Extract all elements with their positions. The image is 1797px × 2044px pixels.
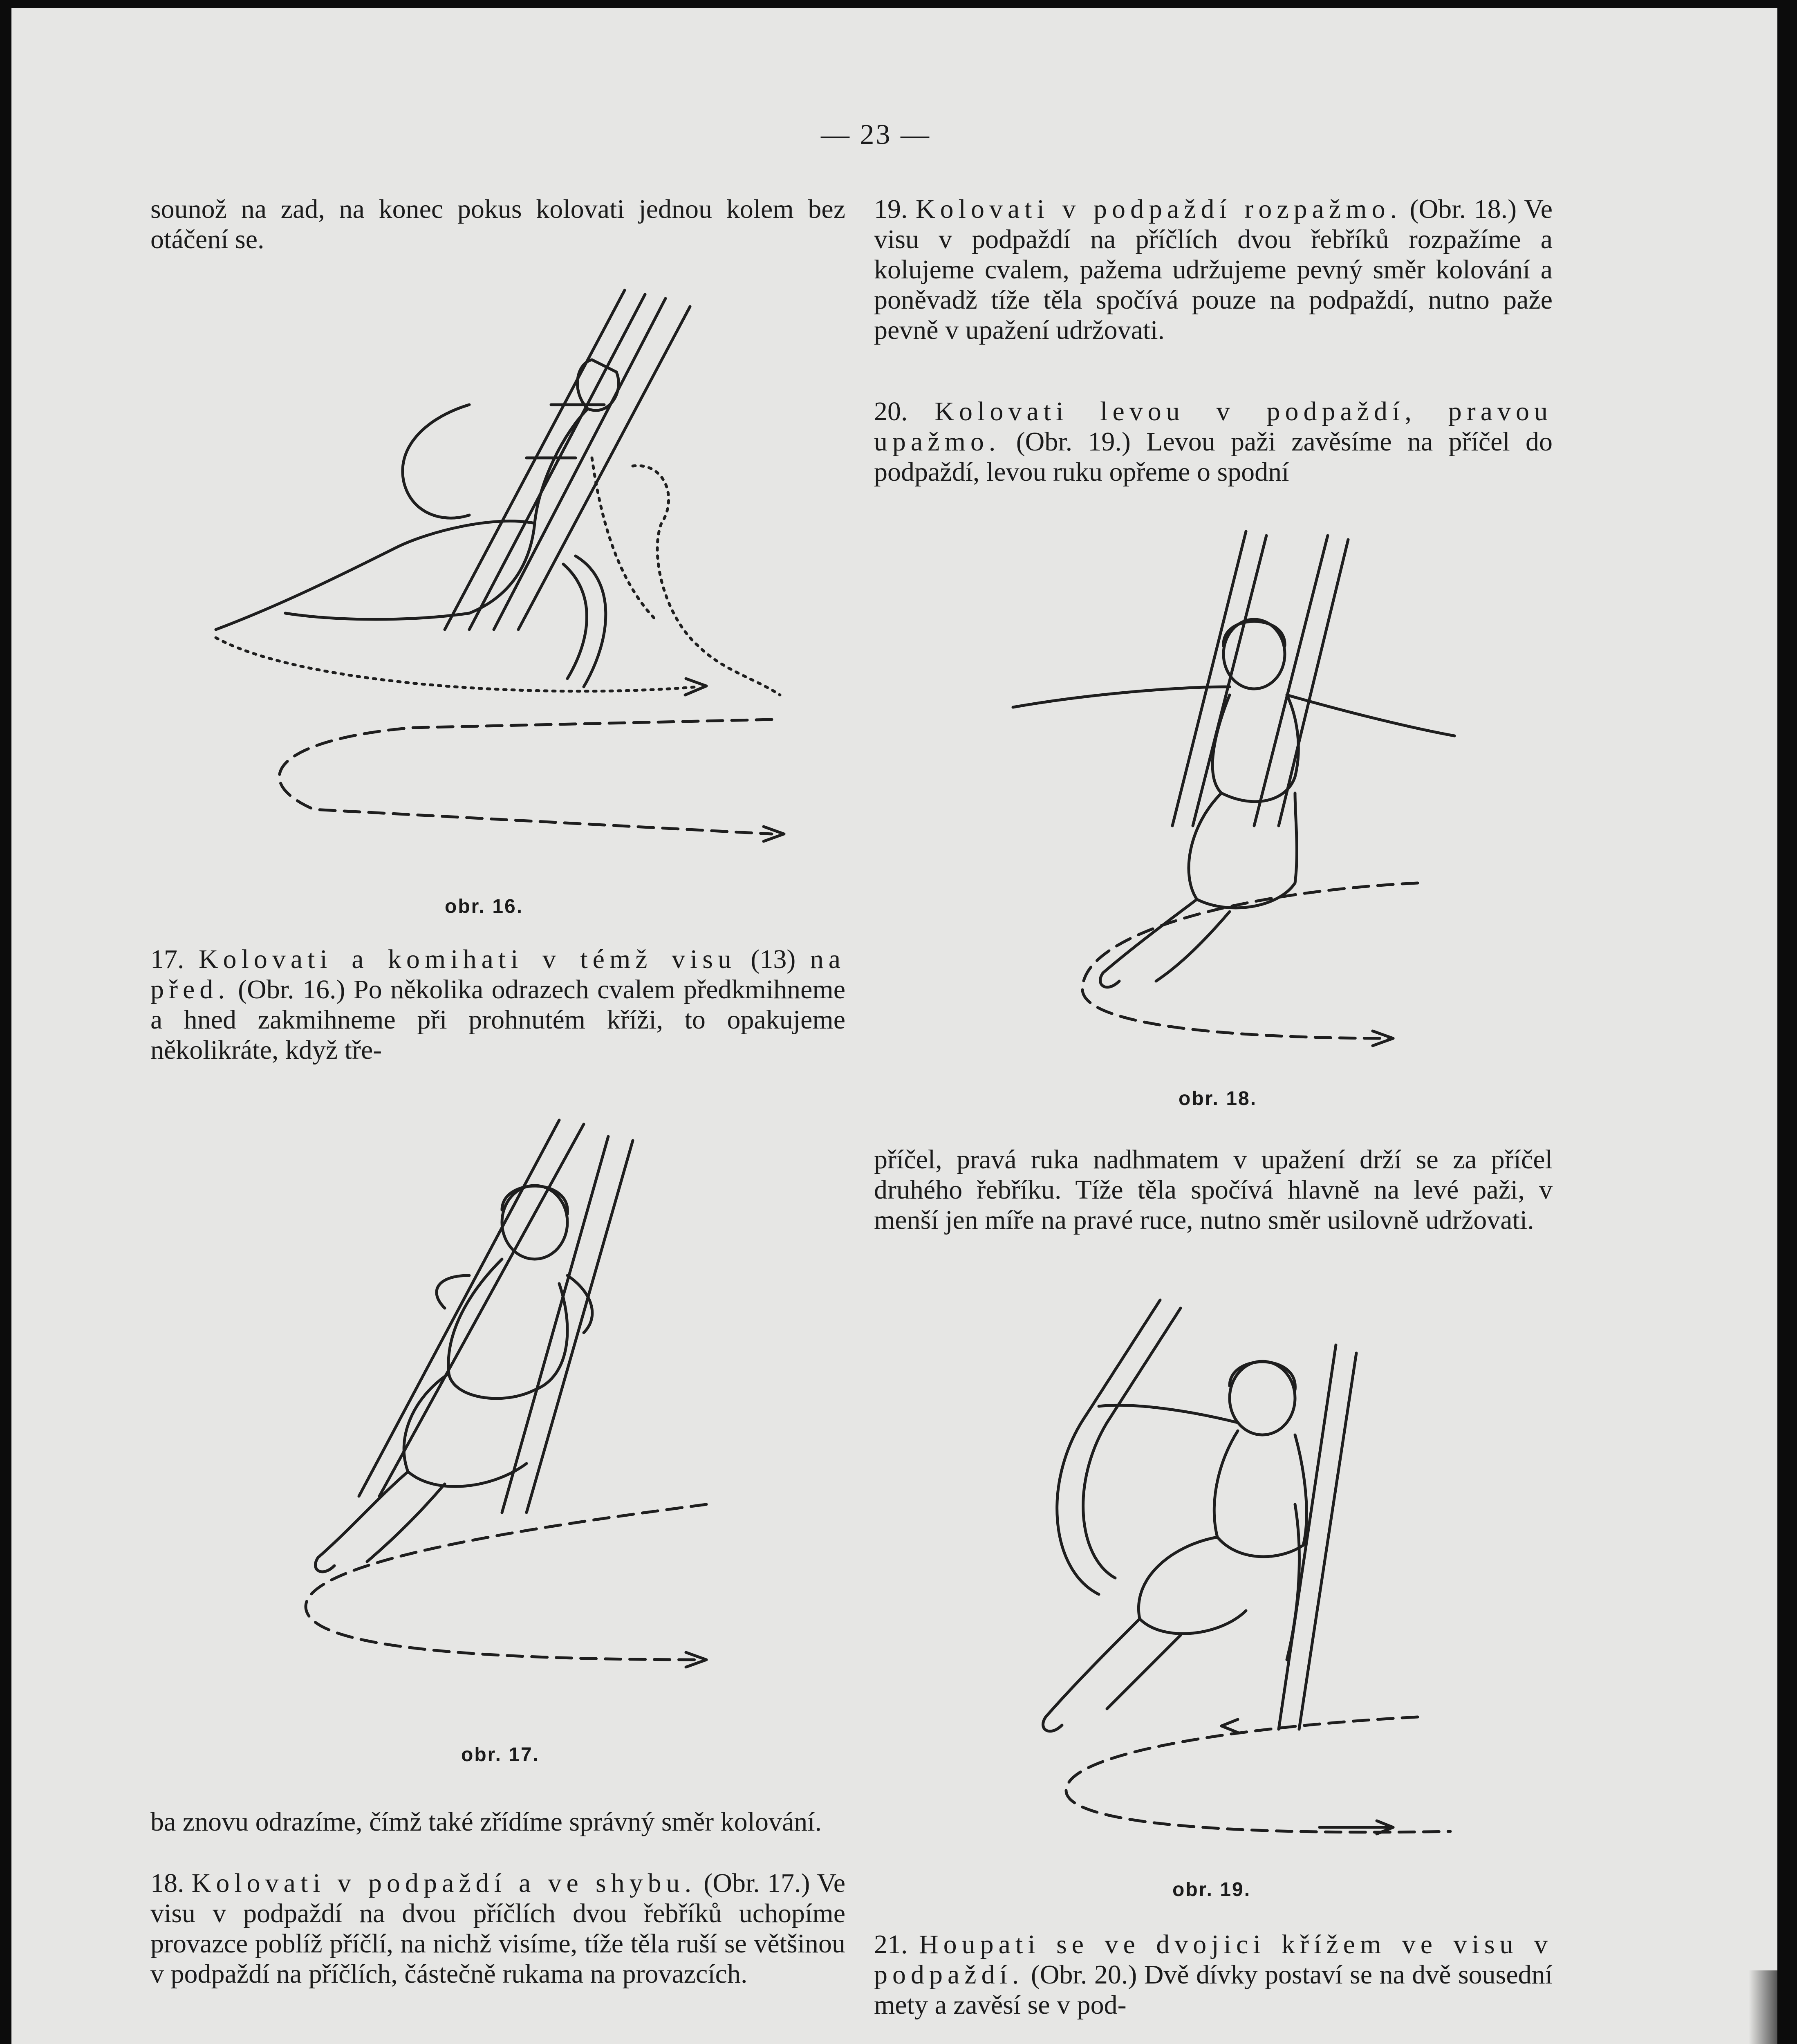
scan-edge-shadow	[1749, 1970, 1777, 2044]
figure-18-illustration	[1001, 523, 1532, 1087]
section-20	[874, 397, 1553, 487]
section-21-body: (Obr. 20.) Dvě dívky postaví se na dvě sousední mety a zavěsí se v pod-	[874, 1960, 1553, 2020]
section-21-title: Houpati se ve dvojici křížem ve visu v podpaždí.	[874, 1930, 1553, 1990]
book-page	[11, 8, 1777, 2044]
figure-16-caption: obr. 16.	[445, 896, 524, 917]
figure-19-caption: obr. 19.	[1172, 1879, 1251, 1901]
section-17-ref: (13)	[751, 944, 796, 974]
figure-19-illustration	[1017, 1292, 1516, 1872]
right-paragraph-continued: příčel, pravá ruka nadhmatem v upažení drží se za příčel druhého řebříku. Tíže těla spočívá hlavně na levé paži, v menší jen míře na pravé ruce, nutno směr usilovně udržovati.	[874, 1145, 1553, 1235]
left-paragraph-continued: ba znovu odrazíme, čímž také zřídíme správný směr kolování.	[150, 1807, 822, 1837]
section-18	[150, 1868, 845, 1989]
section-18-number: 18.	[150, 1868, 184, 1898]
section-19-title: Kolovati v podpaždí rozpažmo.	[916, 194, 1402, 224]
left-paragraph-1: sounož na zad, na konec pokus kolovati jednou kolem bez otáčení se.	[150, 194, 845, 254]
section-19-body: (Obr. 18.) Ve visu v podpaždí na příčlích dvou řebříků rozpažíme a kolujeme cvalem, pažema udržujeme pevný směr kolování a poněvadž tíže těla spočívá pouze na podpaždí, nutno paže pevně v upažení udržovati.	[874, 194, 1553, 345]
section-20-body: (Obr. 19.) Levou paži zavěsíme na příčel do podpaždí, levou ruku opřeme o spodní	[874, 427, 1553, 487]
figure-17-caption: obr. 17.	[461, 1744, 540, 1766]
section-19-number: 19.	[874, 194, 908, 224]
section-18-title: Kolovati v podpaždí a ve shybu.	[191, 1868, 697, 1898]
section-17-number: 17.	[150, 944, 184, 974]
section-21	[874, 1930, 1553, 2020]
section-17-title: Kolovati a komihati v témž visu	[198, 944, 736, 974]
section-19	[874, 194, 1553, 345]
figure-17-illustration	[273, 1104, 747, 1717]
section-20-number: 20.	[874, 397, 908, 426]
section-17-body: (Obr. 16.) Po několika odrazech cvalem předkmihneme a hned zakmihneme při prohnutém kříži, to opakujeme několikráte, když tře-	[150, 975, 845, 1065]
section-17	[150, 944, 845, 1065]
section-17-title-2: na před.	[150, 944, 846, 1004]
figure-16-illustration	[183, 270, 821, 875]
section-20-title: Kolovati levou v podpaždí, pravou upažmo.	[874, 397, 1553, 457]
section-18-body: (Obr. 17.) Ve visu v podpaždí na dvou příčlích dvou řebříků uchopíme provazce poblíž příčlí, na nichž visíme, tíže těla ruší se většinou v podpaždí na příčlích, částečně rukama na provazcích.	[150, 1868, 846, 1989]
figure-18-caption: obr. 18.	[1179, 1088, 1257, 1109]
section-21-number: 21.	[874, 1930, 908, 1959]
page-number: — 23 —	[821, 119, 931, 150]
